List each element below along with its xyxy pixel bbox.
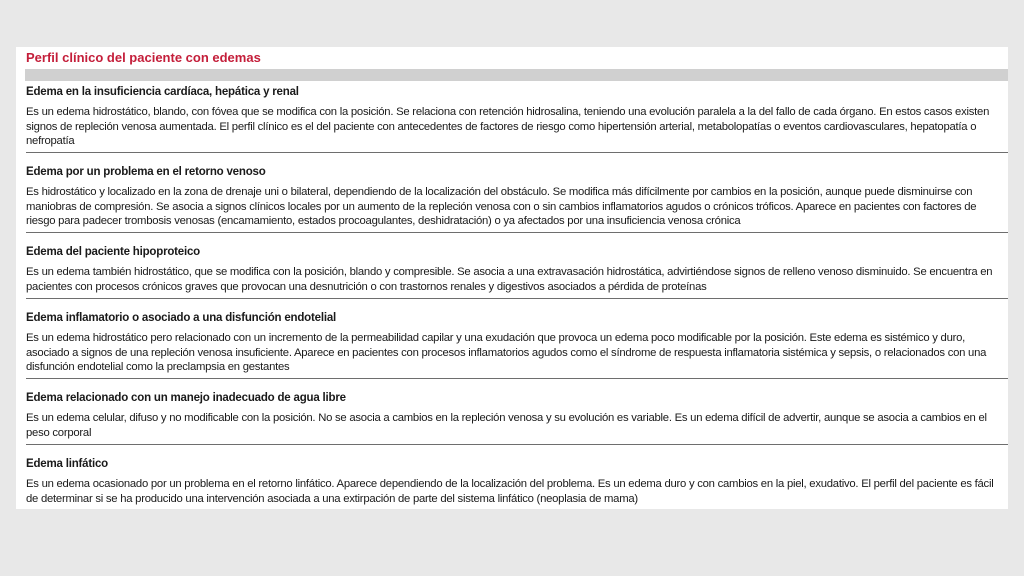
- section-heading: Edema por un problema en el retorno venoso: [26, 166, 266, 178]
- table-card: [16, 47, 1008, 509]
- section-body: Es un edema hidrostático pero relacionado con un incremento de la permeabilidad capilar y una exudación que provoca un edema poco modificable por la posición. Este edema es sistémico y duro, asociado a signos de una repleción venosa insuficiente. Aparece en pacientes con procesos inflamatorios agudos como el síndrome de respuesta inflamatoria sistémica y sepsis, o relacionados con una disfunción endotelial como la preclampsia en gestantes: [26, 332, 987, 373]
- section-heading: Edema relacionado con un manejo inadecuado de agua libre: [26, 392, 346, 404]
- section-cardiac-hepatic-renal: [26, 85, 1008, 153]
- section-free-water: [26, 391, 1008, 445]
- section-body: Es hidrostático y localizado en la zona de drenaje uni o bilateral, dependiendo de la localización del obstáculo. Se modifica más difícilmente por cambios en la posición, aunque puede disminuirse con maniobras de compresión. Se asocia a signos clínicos locales por un aumento de la repleción venosa con o sin cambios inflamatorios agudos o crónicos tróficos. Aparece en pacientes con factores de riesgo para padecer trombosis venosas (encamamiento, estados procoagulantes, deshidratación) o ya afectados por una insuficiencia venosa crónica: [26, 186, 977, 227]
- section-body: Es un edema ocasionado por un problema en el retorno linfático. Aparece dependiendo de la localización del problema. Es un edema duro y con cambios en la piel, exudativo. El perfil del paciente es fácil de determinar si se ha producido una intervención asociada a una extirpación de parte del sistema linfático (neoplasia de mama): [26, 478, 994, 505]
- section-body: Es un edema también hidrostático, que se modifica con la posición, blando y compresible. Se asocia a una extravasación hidrostática, advirtiéndose signos de relleno venoso disminuido. Se encuentra en pacientes con procesos crónicos graves que provocan una desnutrición o con trastornos renales y digestivos asociados a pérdida de proteínas: [26, 266, 993, 293]
- section-heading: Edema inflamatorio o asociado a una disfunción endotelial: [26, 312, 337, 324]
- section-lymphatic: [26, 457, 1008, 509]
- section-body: Es un edema hidrostático, blando, con fóvea que se modifica con la posición. Se relaciona con retención hidrosalina, teniendo una evolución paralela a la del fallo de cada órgano. En estos casos existen signos de repleción venosa aumentada. El perfil clínico es el del paciente con antecedentes de factores de riesgo como hipertensión arterial, metabolopatías o eventos cardiovasculares, hepatopatía o nefropatía: [26, 106, 990, 147]
- section-hypoproteic: [26, 245, 1008, 299]
- section-body: Es un edema celular, difuso y no modificable con la posición. No se asocia a cambios en la repleción venosa y su evolución es variable. Es un edema difícil de advertir, aunque se asocia a cambios en el peso corporal: [26, 412, 987, 439]
- section-heading: Edema linfático: [26, 458, 108, 470]
- section-inflammatory-endothelial: [26, 311, 1008, 379]
- section-heading: Edema del paciente hipoproteico: [26, 246, 201, 258]
- table-title: Perfil clínico del paciente con edemas: [26, 50, 261, 65]
- section-heading: Edema en la insuficiencia cardíaca, hepática y renal: [26, 86, 299, 98]
- section-venous-return: [26, 165, 1008, 233]
- title-divider-bar: [25, 69, 1008, 81]
